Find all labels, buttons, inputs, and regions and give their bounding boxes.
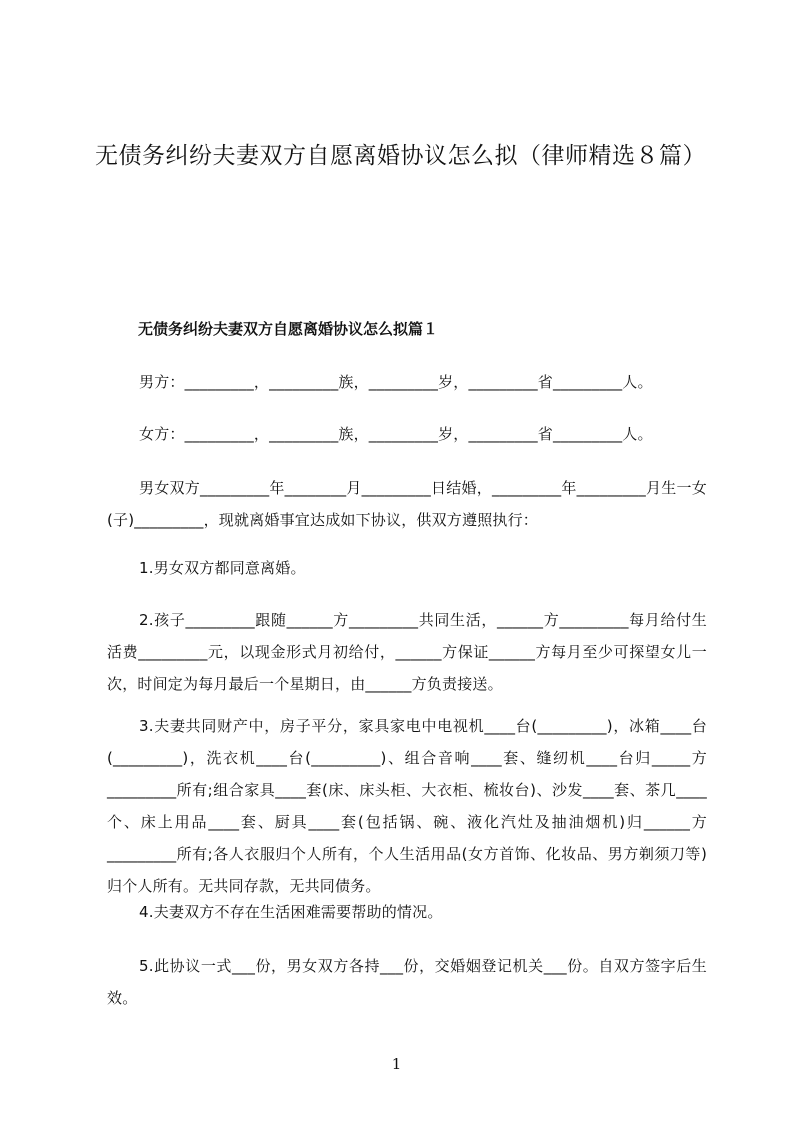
paragraph-clause-3: 3.夫妻共同财产中，房子平分，家具家电中电视机____台(_________)，冰箱____台(_________)，洗衣机____台(_________)、组合音响____套、缝纫机____台归_____方_________所有;组合家具____套(床、床头柜、大衣柜、梳妆台)、沙发____套、茶几____个、床上用品____套、厨具____套(包括锅、碗、液化汽灶及抽油烟机)归______方_________所有;各人衣服归个人所有，个人生活用品(女方首饰、化妆品、男方剃须刀等)归个人所有。无共同存款，无共同债务。 (107, 717, 707, 895)
page-number: 1 (391, 1055, 402, 1073)
paragraph-clause-5: 5.此协议一式___份，男女双方各持___份，交婚姻登记机关___份。自双方签字后生效。 (107, 957, 707, 1007)
document-title: 无债务纠纷夫妻双方自愿离婚协议怎么拟（律师精选８篇） (95, 143, 706, 169)
paragraph-female-party: 女方：_________，_________族，_________岁，_________省_________人。 (139, 425, 653, 443)
section-heading: 无债务纠纷夫妻双方自愿离婚协议怎么拟篇１ (138, 320, 439, 338)
paragraph-clause-2: 2.孩子_________跟随______方_________共同生活，______方_________每月给付生活费_________元，以现金形式月初给付，______方保证______方每月至少可探望女儿一次，时间定为每月最后一个星期日，由______方负责接送。 (107, 611, 707, 693)
paragraph-marriage-info: 男女双方_________年________月_________日结婚，_________年_________月生一女(子)_________，现就离婚事宜达成如下协议，供双方遵照执行： (107, 479, 707, 529)
paragraph-clause-4: 4.夫妻双方不存在生活困难需要帮助的情况。 (139, 903, 443, 921)
paragraph-clause-1: 1.男女双方都同意离婚。 (139, 559, 306, 577)
paragraph-male-party: 男方：_________，_________族，_________岁，_________省_________人。 (139, 373, 653, 391)
